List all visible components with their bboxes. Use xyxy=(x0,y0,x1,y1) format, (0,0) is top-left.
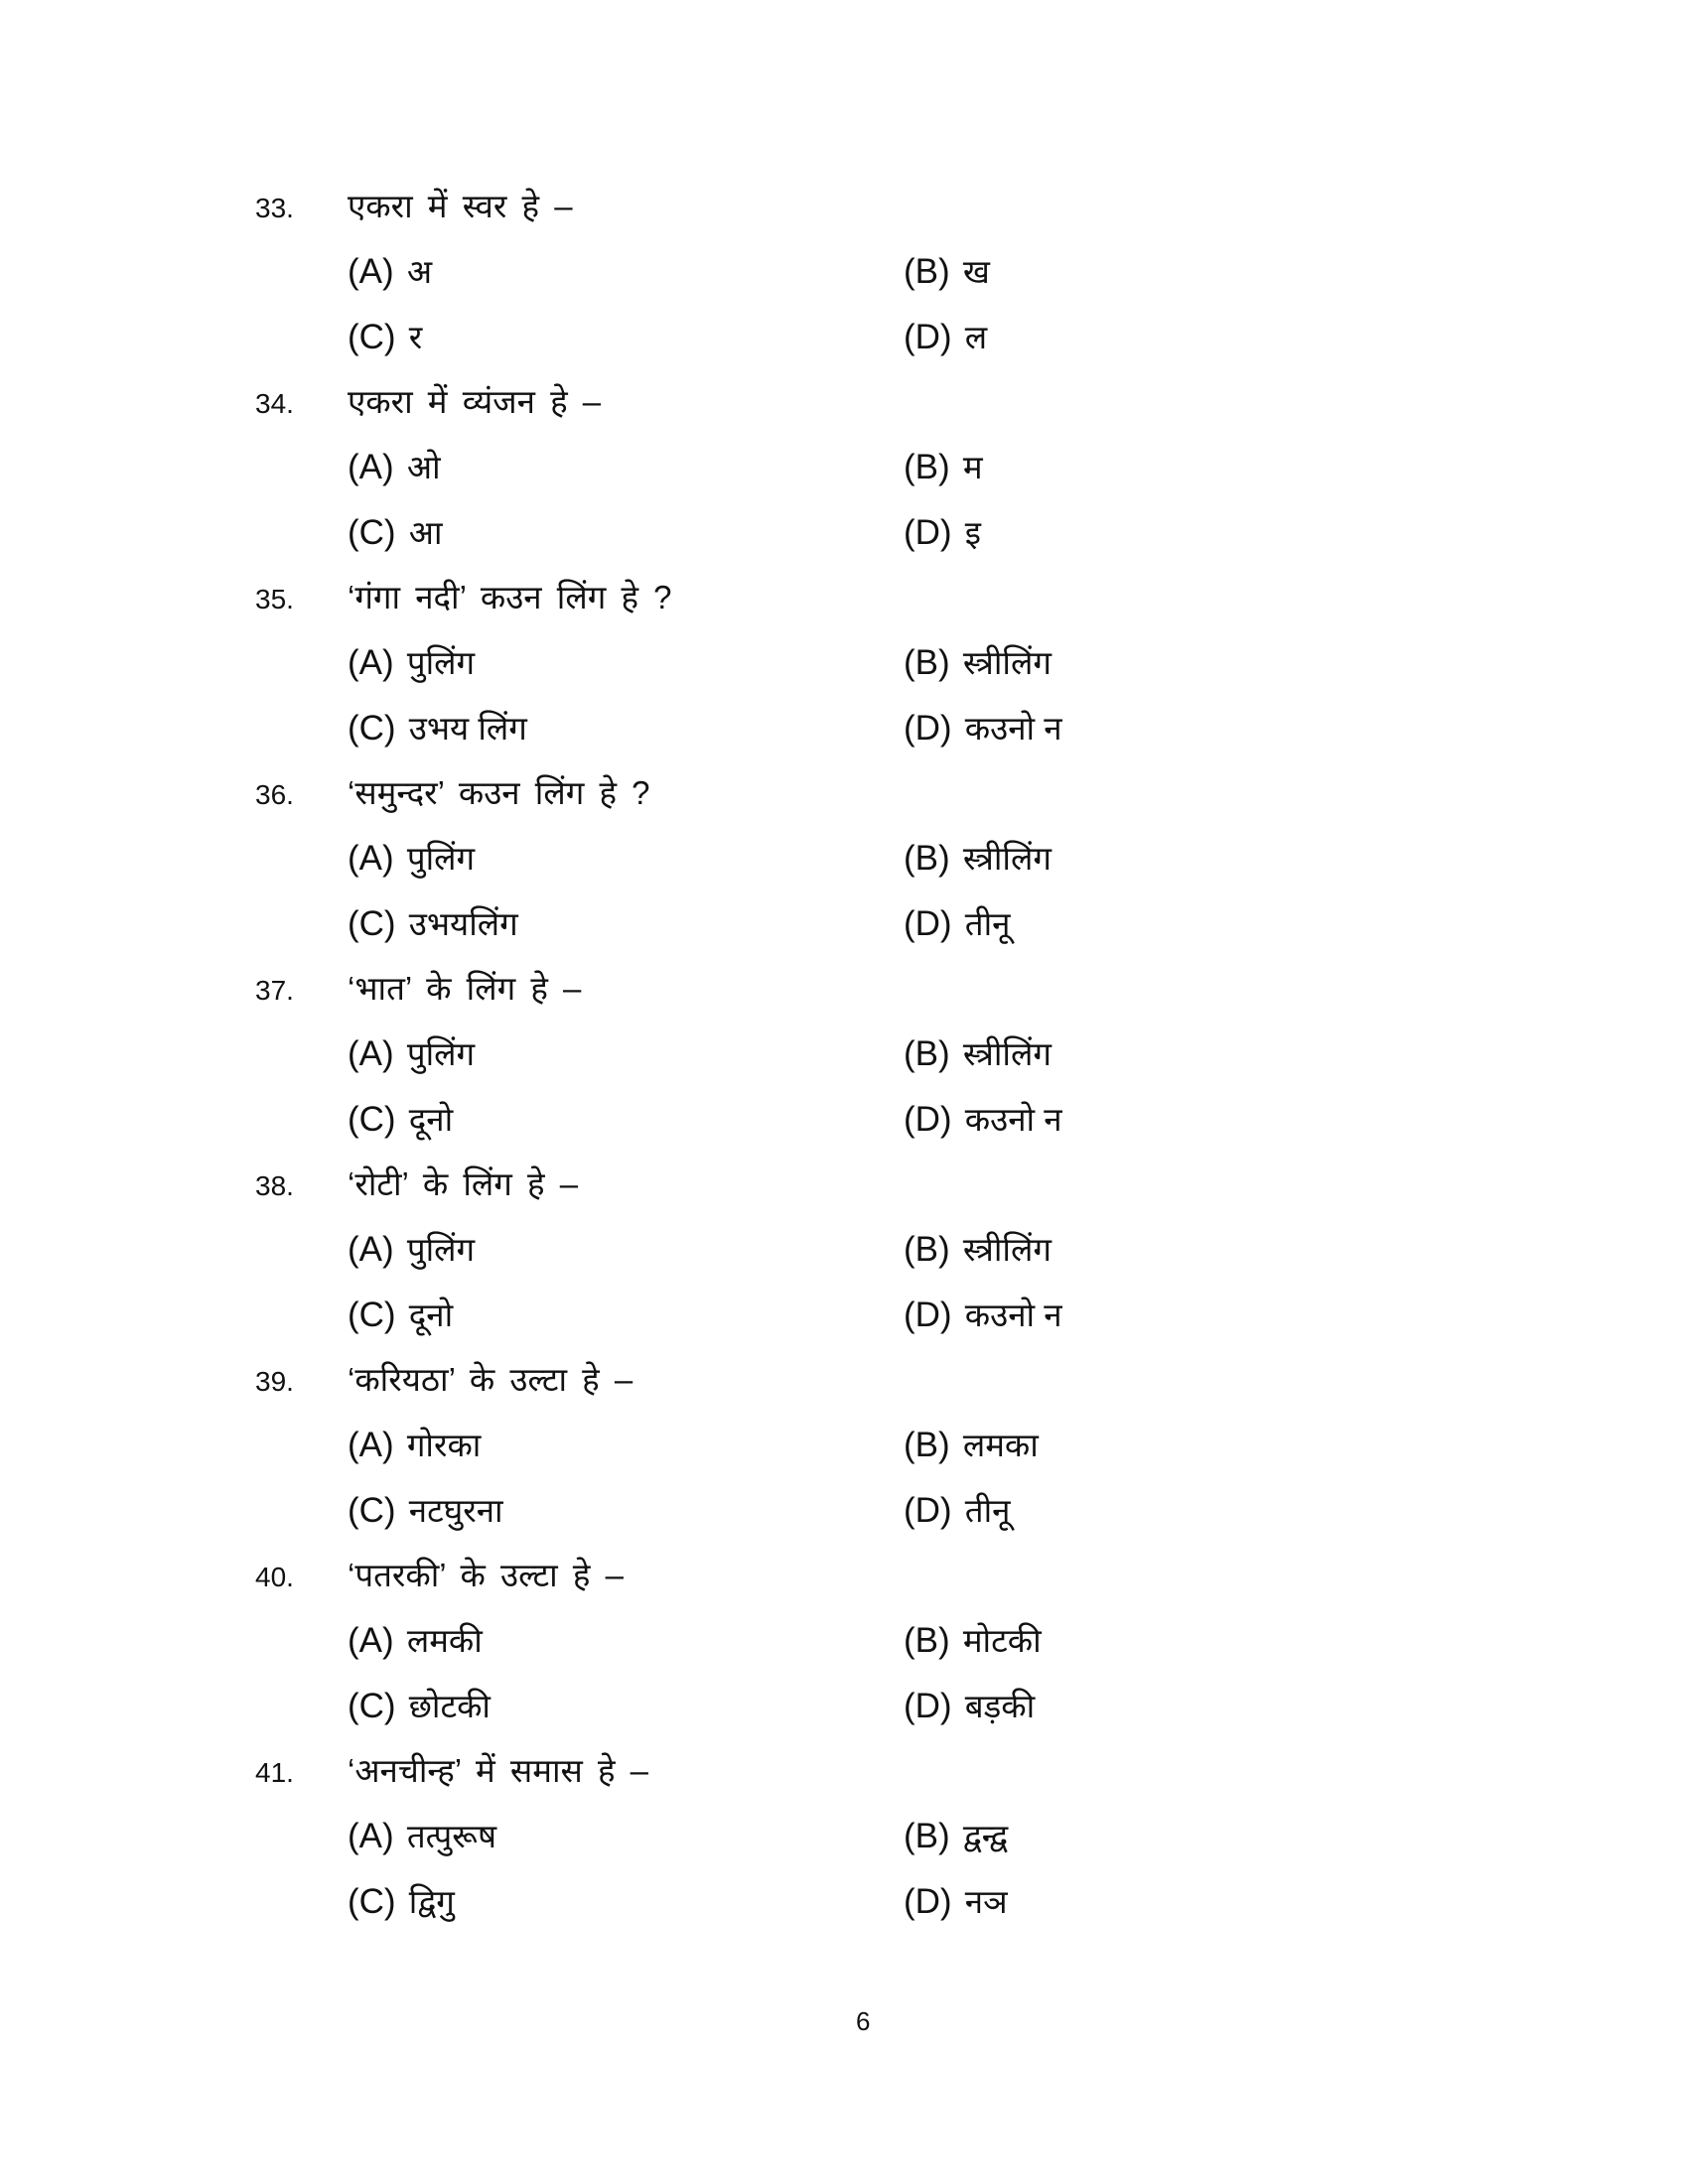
question-text: ‘करियठा’ के उल्टा हे – xyxy=(348,1361,633,1398)
question-35 xyxy=(0,580,1688,775)
option-value: मोटकी xyxy=(962,1622,1042,1659)
question-number: 41. xyxy=(255,1757,294,1788)
option-c xyxy=(348,1880,455,1924)
option-label: (A) xyxy=(348,1426,394,1464)
option-c xyxy=(348,707,527,751)
option-d xyxy=(904,1685,1035,1728)
option-b xyxy=(904,1228,1052,1272)
page-number: 6 xyxy=(856,2006,871,2036)
question-number: 40. xyxy=(255,1562,294,1592)
option-value: पुलिंग xyxy=(406,644,476,681)
option-label: (C) xyxy=(348,1296,396,1334)
option-value: तीनू xyxy=(964,905,1011,942)
option-b xyxy=(904,1032,1052,1076)
option-value: लमकी xyxy=(406,1622,483,1659)
option-label: (D) xyxy=(904,1491,952,1530)
question-text: ‘रोटी’ के लिंग हे – xyxy=(348,1165,579,1202)
option-a xyxy=(348,1619,483,1663)
option-label: (D) xyxy=(904,1687,952,1725)
option-c xyxy=(348,1685,491,1728)
option-label: (A) xyxy=(348,1230,394,1269)
option-label: (B) xyxy=(904,1230,950,1269)
option-b xyxy=(904,1815,1008,1858)
option-a xyxy=(348,837,475,881)
option-value: द्विगु xyxy=(408,1883,455,1920)
option-label: (C) xyxy=(348,1687,396,1725)
option-value: द्वन्द्व xyxy=(962,1818,1009,1854)
option-value: नटघुरना xyxy=(408,1492,503,1529)
option-value: तीनू xyxy=(964,1492,1011,1529)
option-c xyxy=(348,511,443,555)
option-a xyxy=(348,1228,475,1272)
option-a xyxy=(348,1424,481,1467)
option-label: (D) xyxy=(904,513,952,552)
option-c xyxy=(348,1098,453,1142)
option-label: (B) xyxy=(904,1034,950,1073)
option-b xyxy=(904,837,1052,881)
option-label: (A) xyxy=(348,1034,394,1073)
question-number: 34. xyxy=(255,388,294,419)
option-d xyxy=(904,511,981,555)
option-c xyxy=(348,1489,503,1533)
question-39 xyxy=(0,1362,1688,1558)
option-value: उभयलिंग xyxy=(408,905,518,942)
question-text: एकरा में स्वर हे – xyxy=(348,188,573,224)
option-c xyxy=(348,316,422,359)
option-value: दूनो xyxy=(408,1101,454,1138)
question-number: 39. xyxy=(255,1366,294,1397)
option-label: (C) xyxy=(348,1491,396,1530)
option-label: (C) xyxy=(348,1100,396,1139)
option-label: (B) xyxy=(904,448,950,486)
option-value: छोटकी xyxy=(408,1688,491,1724)
question-text: एकरा में व्यंजन हे – xyxy=(348,383,602,420)
option-value: तत्पुरूष xyxy=(406,1818,497,1854)
option-c xyxy=(348,1294,453,1337)
option-value: दूनो xyxy=(408,1297,454,1333)
option-label: (D) xyxy=(904,1882,952,1921)
question-text: ‘गंगा नदी’ कउन लिंग हे ? xyxy=(348,579,672,615)
option-value: आ xyxy=(408,514,443,551)
option-value: र xyxy=(408,319,423,355)
question-40 xyxy=(0,1558,1688,1753)
option-label: (C) xyxy=(348,709,396,748)
option-d xyxy=(904,1294,1062,1337)
option-a xyxy=(348,446,441,489)
option-value: ओ xyxy=(406,449,441,485)
option-value: कउनो न xyxy=(964,1297,1062,1333)
option-d xyxy=(904,1098,1062,1142)
option-label: (B) xyxy=(904,1817,950,1855)
option-label: (B) xyxy=(904,252,950,291)
question-36 xyxy=(0,775,1688,971)
option-d xyxy=(904,902,1010,946)
option-value: स्त्रीलिंग xyxy=(962,1231,1052,1268)
option-b xyxy=(904,641,1052,685)
option-label: (C) xyxy=(348,513,396,552)
question-number: 33. xyxy=(255,193,294,223)
option-label: (C) xyxy=(348,904,396,943)
question-38 xyxy=(0,1166,1688,1362)
option-label: (C) xyxy=(348,1882,396,1921)
question-number: 38. xyxy=(255,1170,294,1201)
option-b xyxy=(904,446,983,489)
option-label: (D) xyxy=(904,1296,952,1334)
option-label: (A) xyxy=(348,1817,394,1855)
option-value: लमका xyxy=(962,1427,1039,1463)
option-a xyxy=(348,1032,475,1076)
question-number: 37. xyxy=(255,975,294,1006)
option-value: ल xyxy=(964,319,988,355)
option-value: कउनो न xyxy=(964,710,1062,747)
option-label: (A) xyxy=(348,643,394,682)
option-value: म xyxy=(962,449,983,485)
option-value: गोरका xyxy=(406,1427,482,1463)
option-label: (D) xyxy=(904,709,952,748)
question-text: ‘पतरकी’ के उल्टा हे – xyxy=(348,1557,624,1593)
option-value: नञ xyxy=(964,1883,1008,1920)
option-value: अ xyxy=(406,253,433,290)
option-b xyxy=(904,250,990,294)
option-label: (B) xyxy=(904,1426,950,1464)
option-label: (A) xyxy=(348,448,394,486)
question-number: 35. xyxy=(255,584,294,614)
question-34 xyxy=(0,384,1688,580)
option-label: (C) xyxy=(348,318,396,356)
option-d xyxy=(904,707,1062,751)
option-value: स्त्रीलिंग xyxy=(962,840,1052,877)
option-label: (B) xyxy=(904,1621,950,1660)
option-label: (A) xyxy=(348,839,394,878)
option-value: कउनो न xyxy=(964,1101,1062,1138)
option-b xyxy=(904,1619,1042,1663)
option-value: बड़की xyxy=(964,1688,1036,1724)
question-text: ‘समुन्दर’ कउन लिंग हे ? xyxy=(348,774,650,811)
option-value: इ xyxy=(964,514,981,551)
option-label: (B) xyxy=(904,839,950,878)
question-41 xyxy=(0,1753,1688,1949)
option-label: (D) xyxy=(904,904,952,943)
option-d xyxy=(904,316,987,359)
option-a xyxy=(348,641,475,685)
question-text: ‘अनचीन्ह’ में समास हे – xyxy=(348,1752,649,1789)
option-value: पुलिंग xyxy=(406,840,476,877)
option-value: उभय लिंग xyxy=(408,710,527,747)
option-value: पुलिंग xyxy=(406,1035,476,1072)
option-label: (A) xyxy=(348,252,394,291)
option-d xyxy=(904,1880,1008,1924)
option-a xyxy=(348,1815,496,1858)
question-37 xyxy=(0,971,1688,1166)
option-value: पुलिंग xyxy=(406,1231,476,1268)
question-33 xyxy=(0,189,1688,384)
option-label: (B) xyxy=(904,643,950,682)
option-value: स्त्रीलिंग xyxy=(962,644,1052,681)
option-label: (D) xyxy=(904,318,952,356)
option-value: ख xyxy=(962,253,990,290)
question-text: ‘भात’ के लिंग हे – xyxy=(348,970,582,1007)
option-d xyxy=(904,1489,1010,1533)
option-label: (A) xyxy=(348,1621,394,1660)
option-c xyxy=(348,902,518,946)
option-value: स्त्रीलिंग xyxy=(962,1035,1052,1072)
question-number: 36. xyxy=(255,779,294,810)
option-label: (D) xyxy=(904,1100,952,1139)
option-a xyxy=(348,250,432,294)
option-b xyxy=(904,1424,1039,1467)
